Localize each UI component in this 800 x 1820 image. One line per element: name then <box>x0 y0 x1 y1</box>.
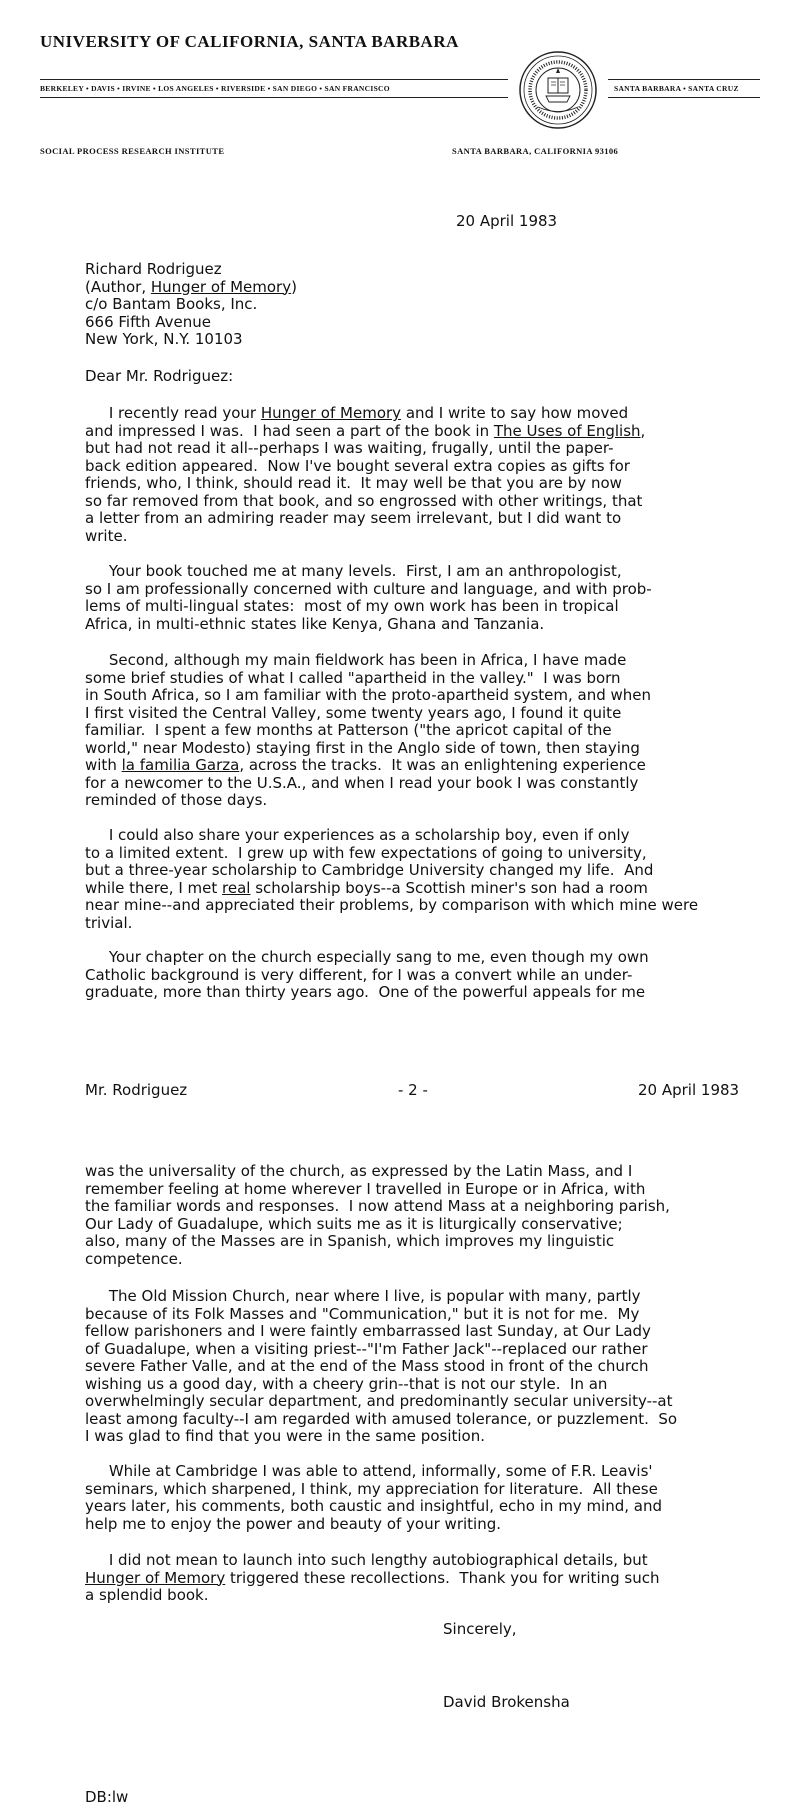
recipient-line: c/o Bantam Books, Inc. <box>85 295 258 313</box>
paragraph: While at Cambridge I was able to attend, informally, some of F.R. Leavis' seminars, which sharpened, I think, my appreciation for literature. All these years later, his comments, both caustic and insightful, echo in my mind, and help me to enjoy the power and beauty of your writing. <box>85 1462 663 1533</box>
letter-date: 20 April 1983 <box>456 212 558 230</box>
university-name: UNIVERSITY OF CALIFORNIA, SANTA BARBARA <box>40 32 459 51</box>
campus-list-right: SANTA BARBARA • SANTA CRUZ <box>614 84 739 93</box>
book-title: Hunger of Memory <box>260 404 402 422</box>
book-title: Hunger of Memory <box>150 277 292 296</box>
recipient-line: Richard Rodriguez <box>85 260 222 278</box>
underlined-word: real <box>222 878 251 897</box>
paragraph: The Old Mission Church, near where I live, is popular with many, partly because of its Folk Masses and "Communication," but it is not for me. My fellow parishoners and I were faintly embarrassed last Sunday, at Our Lady of Guadalupe, when a visiting priest--"I'm Father Jack"--replaced our rather severe Father Valle, and at the end of the Mass stood in front of the church wishing us a good day, with a cheery grin--that is not our style. In an overwhelmingly secular department, and predominantly secular university--at least among faculty--I am regarded with amused tolerance, or puzzlement. So I was glad to find that you were in the same position. <box>85 1287 678 1445</box>
university-seal-icon <box>518 50 598 130</box>
paragraph: was the universality of the church, as expressed by the Latin Mass, and I remember feeling at home wherever I travelled in Europe or in Africa, with the familiar words and responses. I now attend Mass at a neighboring parish, Our Lady of Guadalupe, which suits me as it is liturgically conservative; also, many of the Masses are in Spanish, which improves my linguistic competence. <box>85 1162 670 1268</box>
letterhead-rule <box>40 79 508 80</box>
recipient-line: 666 Fifth Avenue <box>85 312 212 331</box>
letterhead-rule <box>40 97 508 98</box>
campus-list: BERKELEY • DAVIS • IRVINE • LOS ANGELES • RIVERSIDE • SAN DIEGO • SAN FRANCISCO <box>40 84 390 93</box>
paragraph: Your book touched me at many levels. First, I am an anthropologist, so I am professionally concerned with culture and language, and with prob- lems of multi-lingual states: most of my own work has been in tropical Africa, in multi-ethnic states like Kenya, Ghana and Tanzania. <box>85 562 652 633</box>
page-number: - 2 - <box>398 1081 428 1099</box>
letterhead-rule <box>608 79 760 80</box>
typist-initials: DB:lw <box>85 1788 129 1806</box>
salutation: Dear Mr. Rodriguez: <box>85 367 234 385</box>
paragraph: Second, although my main fieldwork has been in Africa, I have made some brief studies of what I called "apartheid in the valley." I was born in South Africa, so I am familiar with the proto-apartheid system, and when I first visited the Central Valley, some twenty years ago, I found it quite familiar. I spent a few months at Patterson ("the apricot capital of the world," near Modesto) staying first in the Anglo side of town, then staying with la familia Garza, across the tracks. It was an enlightening experience for a newcomer to the U.S.A., and when I read your book I was constantly reminded of those days. <box>85 651 652 809</box>
closing: Sincerely, <box>443 1620 517 1638</box>
recipient-line: New York, N.Y. 10103 <box>85 330 243 348</box>
paragraph: I did not mean to launch into such lengthy autobiographical details, but Hunger of Memory triggered these recollections. Thank you for writing such a splendid book. <box>85 1551 660 1604</box>
underlined-phrase: la familia Garza <box>121 756 240 774</box>
book-title: Hunger of Memory <box>85 1568 226 1587</box>
page2-date: 20 April 1983 <box>638 1081 740 1099</box>
page2-name: Mr. Rodriguez <box>85 1081 188 1099</box>
letterhead-rule <box>608 97 760 98</box>
recipient-line: (Author, Hunger of Memory) <box>85 277 297 296</box>
letterhead-address: SANTA BARBARA, CALIFORNIA 93106 <box>452 146 619 156</box>
signature-name: David Brokensha <box>443 1693 570 1711</box>
paragraph: I recently read your Hunger of Memory and I write to say how moved and impressed I was. I had seen a part of the book in The Uses of English, but had not read it all--perhaps I was waiting, frugally, until the paper- back edition appeared. Now I've bought several extra copies as gifts for friends, who, I think, should read it. It may well be that you are by now so far removed from that book, and so engrossed with other writings, that a letter from an admiring reader may seem irrelevant, but I did want to write. <box>85 404 646 545</box>
recipient-address <box>85 261 297 349</box>
paragraph: Your chapter on the church especially sang to me, even though my own Catholic background is very different, for I was a convert while an under- graduate, more than thirty years ago. One of the powerful appeals for me <box>85 948 649 1001</box>
department-name: SOCIAL PROCESS RESEARCH INSTITUTE <box>40 146 225 156</box>
paragraph: I could also share your experiences as a scholarship boy, even if only to a limited extent. I grew up with few expectations of going to university, but a three-year scholarship to Cambridge University changed my life. And while there, I met real scholarship boys--a Scottish miner's son had a room near mine--and appreciated their problems, by comparison with which mine were trivial. <box>85 826 699 932</box>
book-title: The Uses of English <box>493 421 641 440</box>
